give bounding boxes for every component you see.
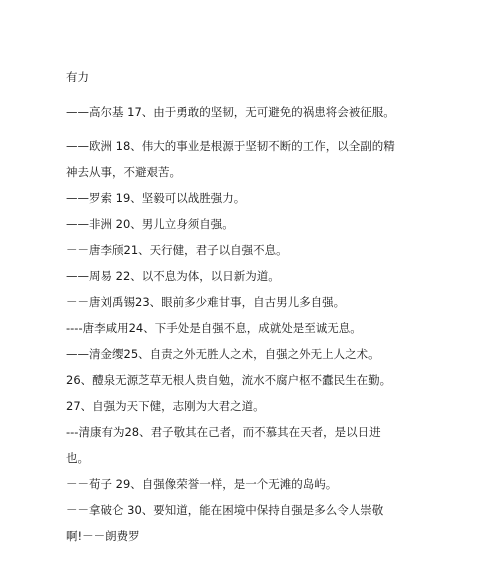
text-line: 啊!－－朗费罗 xyxy=(66,529,140,543)
text-line: 也。 xyxy=(66,451,89,465)
text-line: －－荀子 29、自强像荣誉一样，是一个无滩的岛屿。 xyxy=(66,477,338,491)
text-line: ----唐李咸用24、下手处是自强不息，成就处是至诚无息。 xyxy=(66,321,362,335)
text-line: ——罗索 19、坚毅可以战胜强力。 xyxy=(66,191,246,205)
text-line: 有力 xyxy=(66,70,89,84)
text-line: 27、自强为天下健，志刚为大君之道。 xyxy=(66,399,265,413)
text-line: ---清康有为28、君子敬其在己者，而不慕其在天者，是以日进 xyxy=(66,425,381,439)
text-line: －－拿破仑 30、要知道，能在困境中保持自强是多么令人崇敬 xyxy=(66,503,384,517)
text-line: ——非洲 20、男儿立身须自强。 xyxy=(66,217,234,231)
text-line: ——欧洲 18、伟大的事业是根源于坚韧不断的工作，以全副的精 xyxy=(66,139,395,153)
text-line: ——高尔基 17、由于勇敢的坚韧，无可避免的祸患将会被征服。 xyxy=(66,105,395,119)
text-line: ——周易 22、以不息为体，以日新为道。 xyxy=(66,269,280,283)
text-line: －－唐李颀21、天行健，君子以自强不息。 xyxy=(66,243,288,257)
text-line: 26、醴泉无源芝草无根人贵自勉，流水不腐户枢不蠹民生在勤。 xyxy=(66,373,392,387)
text-line: －－唐刘禹锡23、眼前多少难甘事，自古男儿多自强。 xyxy=(66,295,346,309)
text-line: ——清金缨25、自责之外无胜人之术，自强之外无上人之术。 xyxy=(66,347,380,361)
text-line: 神去从事，不避艰苦。 xyxy=(66,165,181,179)
